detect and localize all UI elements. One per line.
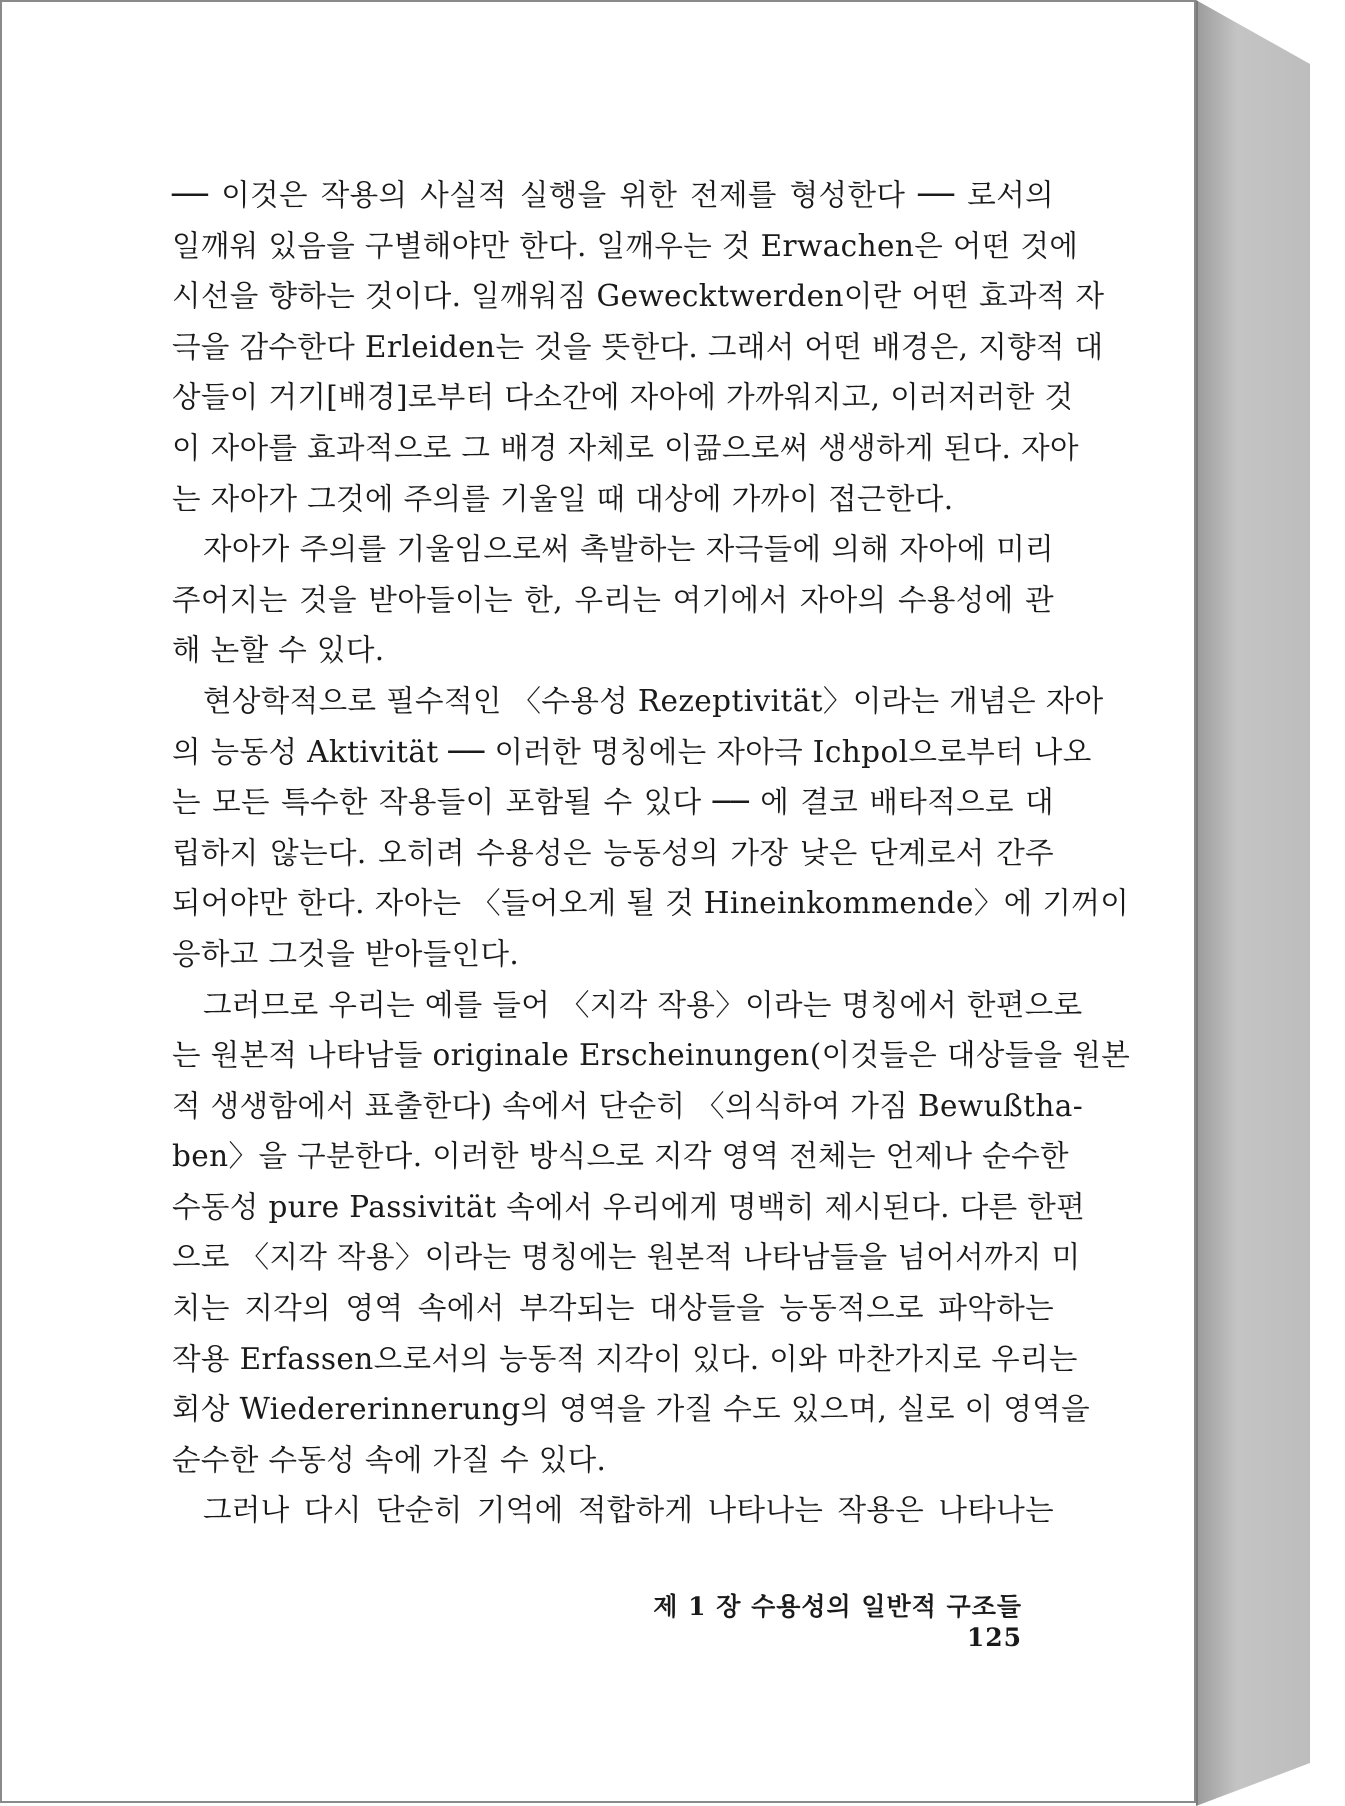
text-line: 작용 Erfassen으로서의 능동적 지각이 있다. 이와 마찬가지로 우리는: [172, 1341, 1078, 1376]
text-line: 되어야만 한다. 자아는 〈들어오게 될 것 Hineinkommende〉에 기꺼이: [172, 886, 1130, 921]
text-line: 그러나 다시 단순히 기억에 적합하게 나타나는 작용은 나타나는: [203, 1493, 1054, 1528]
text-line: 회상 Wiedererinnerung의 영역을 가질 수도 있으며, 실로 이 영역을: [172, 1392, 1091, 1427]
text-line: 자아가 주의를 기울임으로써 촉발하는 자극들에 의해 자아에 미리: [203, 532, 1054, 567]
text-line: 는 원본적 나타남들 originale Erscheinungen(이것들은 대상들을 원본: [172, 1038, 1131, 1073]
page-footer: [622, 1587, 1022, 1652]
text-line: 일깨워 있음을 구별해야만 한다. 일깨우는 것 Erwachen은 어떤 것에: [172, 228, 1079, 263]
text-line: 는 모든 특수한 작용들이 포함될 수 있다 ── 에 결코 배타적으로 대: [172, 785, 1054, 820]
text-line: 치는 지각의 영역 속에서 부각되는 대상들을 능동적으로 파악하는: [172, 1291, 1054, 1326]
text-line: 주어지는 것을 받아들이는 한, 우리는 여기에서 자아의 수용성에 관: [172, 582, 1054, 617]
text-line: 립하지 않는다. 오히려 수용성은 능동성의 가장 낮은 단계로서 간주: [172, 835, 1054, 870]
paragraph-3: [172, 676, 1130, 980]
paragraph-4: [172, 980, 1131, 1486]
body-text: [172, 170, 1131, 1536]
paragraph-5: [172, 1485, 1054, 1536]
text-line: 이 자아를 효과적으로 그 배경 자체로 이끎으로써 생생하게 된다. 자아: [172, 430, 1079, 465]
paragraph-1: [172, 170, 1105, 524]
page-number: 125: [966, 1623, 1022, 1652]
book-page-edge: [1196, 0, 1310, 1806]
text-line: 그러므로 우리는 예를 들어 〈지각 작용〉이라는 명칭에서 한편으로: [203, 987, 1083, 1022]
text-line: 응하고 그것을 받아들인다.: [172, 936, 520, 971]
text-line: 수동성 pure Passivität 속에서 우리에게 명백히 제시된다. 다른 한편: [172, 1189, 1086, 1224]
text-line: 의 능동성 Aktivität ── 이러한 명칭에는 자아극 Ichpol으로부터 나오: [172, 734, 1092, 769]
paragraph-2: [172, 524, 1054, 676]
text-line: ── 이것은 작용의 사실적 실행을 위한 전제를 형성한다 ── 로서의: [172, 178, 1054, 212]
text-line: 적 생생함에서 표출한다) 속에서 단순히 〈의식하여 가짐 Bewußtha-: [172, 1088, 1084, 1123]
text-line: 현상학적으로 필수적인 〈수용성 Rezeptivität〉이라는 개념은 자아: [203, 683, 1104, 718]
text-line: ben〉을 구분한다. 이러한 방식으로 지각 영역 전체는 언제나 순수한: [172, 1139, 1069, 1174]
text-line: 는 자아가 그것에 주의를 기울일 때 대상에 가까이 접근한다.: [172, 481, 954, 516]
text-line: 극을 감수한다 Erleiden는 것을 뜻한다. 그래서 어떤 배경은, 지향적 대: [172, 329, 1104, 364]
text-line: 해 논할 수 있다.: [172, 633, 385, 668]
chapter-title: 제 1 장 수용성의 일반적 구조들: [653, 1592, 1022, 1621]
text-line: 으로 〈지각 작용〉이라는 명칭에는 원본적 나타남들을 넘어서까지 미: [172, 1240, 1081, 1275]
text-line: 순수한 수동성 속에 가질 수 있다.: [172, 1442, 607, 1477]
text-line: 상들이 거기[배경]로부터 다소간에 자아에 가까워지고, 이러저러한 것: [172, 380, 1074, 415]
text-line: 시선을 향하는 것이다. 일깨워짐 Gewecktwerden이란 어떤 효과적 자: [172, 279, 1105, 314]
